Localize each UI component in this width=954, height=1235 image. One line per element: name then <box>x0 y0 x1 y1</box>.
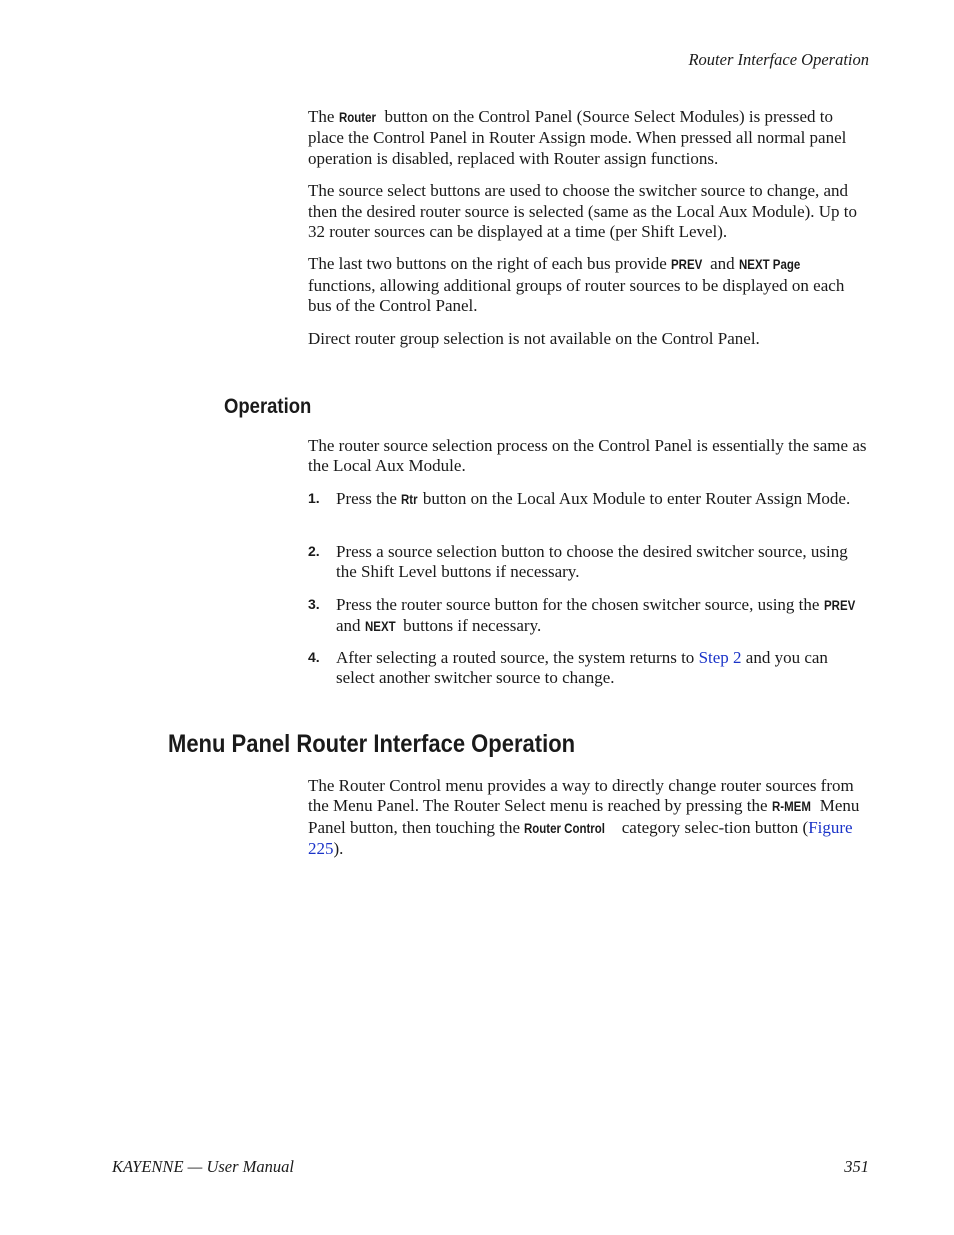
operation-intro <box>308 436 870 477</box>
rtr-keyword: Rtr <box>401 492 418 507</box>
menu-section-body <box>308 776 870 860</box>
text: The <box>308 107 339 126</box>
text: button on the Control Panel (Source Select Modules) is pressed to place the Control Panel in Router Assign mode. When pressed all normal panel operation is disabled, replaced with Router assign functions. <box>308 107 847 168</box>
text: and <box>336 616 365 636</box>
next-keyword: NEXT <box>364 619 396 635</box>
intro-paragraph-3 <box>308 254 870 316</box>
text: category selec-tion button ( <box>617 817 809 837</box>
prev-keyword: PREV <box>671 257 703 273</box>
step-number: 4. <box>308 649 320 665</box>
text: and you can select another switcher source to change. <box>336 648 828 688</box>
r-mem-keyword: R-MEM <box>771 799 811 815</box>
text: Press the router source button for the chosen switcher source, using the <box>336 595 824 614</box>
text: The last two buttons on the right of each bus provide <box>308 254 672 274</box>
menu-paragraph <box>308 776 870 860</box>
intro-paragraph-4: Direct router group selection is not available on the Control Panel. <box>308 328 760 348</box>
step-2-link[interactable]: Step 2 <box>698 648 742 667</box>
step-number: 2. <box>308 543 320 559</box>
text: ). <box>333 839 344 859</box>
prev-keyword: PREV <box>823 598 855 613</box>
step-1 <box>308 489 870 510</box>
intro-paragraph-1 <box>308 107 870 169</box>
operation-intro-text: The router source selection process on the Control Panel is essentially the same as the Local Aux Module. <box>308 436 867 476</box>
step-number: 3. <box>308 596 320 612</box>
intro-section <box>308 107 870 349</box>
router-keyword: Router <box>338 110 376 125</box>
step-number: 1. <box>308 490 320 506</box>
step-2 <box>308 542 870 583</box>
step-3 <box>308 595 870 638</box>
figure-225-link[interactable]: Figure 225 <box>308 817 853 859</box>
footer-title: KAYENNE — User Manual <box>112 1157 294 1176</box>
operation-heading: Operation <box>224 395 312 418</box>
text: button on the Local Aux Module to enter Router Assign Mode. <box>418 489 851 508</box>
text: and <box>705 254 739 274</box>
step-4 <box>308 648 870 689</box>
section-heading: Menu Panel Router Interface Operation <box>168 730 576 758</box>
text: buttons if necessary. <box>398 616 542 636</box>
text: functions, allowing additional groups of router sources to be displayed on each bus of the Control Panel. <box>308 275 845 316</box>
running-header: Router Interface Operation <box>688 50 869 69</box>
intro-paragraph-2: The source select buttons are used to choose the switcher source to change, and then the desired router source is selected (same as the Local Aux Module). Up to 32 router sources can be displayed at a time (per Shift Level). <box>308 181 858 242</box>
router-control-keyword: Router Control <box>524 820 606 836</box>
page-number: 351 <box>844 1157 869 1176</box>
step-text: Press a source selection button to choose the desired switcher source, using the Shift Level buttons if necessary. <box>336 542 848 582</box>
text: The Router Control menu provides a way to directly change router sources from the Menu Panel. The Router Select menu is reached by pressing the <box>308 776 854 816</box>
next-page-keyword: NEXT Page <box>738 257 801 273</box>
text: Press the <box>336 489 402 508</box>
text: Menu Panel button, then touching the <box>308 796 860 837</box>
text: After selecting a routed source, the system returns to <box>336 648 699 667</box>
